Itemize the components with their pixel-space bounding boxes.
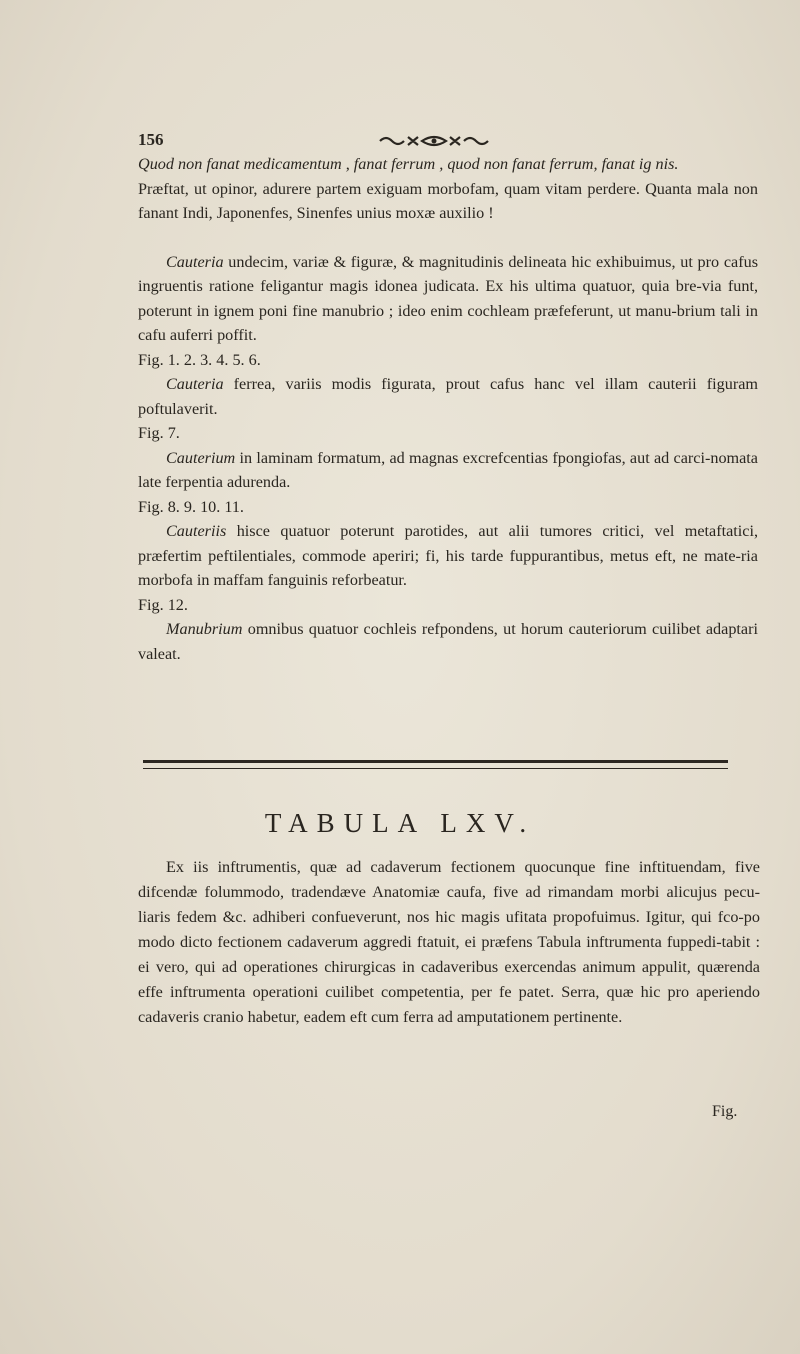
paragraph-body: undecim, variæ & figuræ, & magnitudinis delineata hic exhibuimus, ut pro cafus ingruentis ratione feligantur magis idonea judicata. Ex his ultima quatuor, quia bre-via funt, poterunt in ignem poni fine manubrio ; ideo enim cochleam præfeferunt, ut manu-brium tali in cafu auferri poffit. [138, 252, 758, 344]
header-ornament-icon [378, 134, 490, 148]
spacer [138, 226, 758, 250]
maxim-line [138, 152, 758, 177]
paragraph-cauteria [138, 250, 758, 348]
lead-word: Cauteria [166, 375, 224, 393]
paragraph-body: in laminam formatum, ad magnas excrefcentias fpongiofas, aut ad carci-nomata late ferpentia adurenda. [138, 448, 758, 491]
paragraph-body: hisce quatuor poterunt parotides, aut alii tumores critici, vel metaftatici, præfertim peftilentiales, commode aperiri; fi, his tarde fuppurantibus, metus eft, ne mate-ria morbofa in maffam fanguinis reforbeatur. [138, 522, 758, 589]
lead-word: Manubrium [166, 620, 243, 638]
plate-text [138, 855, 760, 1030]
catchword: Fig. [712, 1103, 738, 1120]
paragraph-cauteria-ferrea [138, 372, 758, 421]
page-number: 156 [138, 130, 164, 149]
lead-word: Cauteriis [166, 522, 227, 540]
paragraph-cauterium [138, 446, 758, 495]
plate-paragraph: Ex iis inftrumentis, quæ ad cadaverum fectionem quocunque fine inftituendam, five difcendæ folummodo, tradendæve Anatomiæ caufa, five ad rimandam morbi alicujus pecu-liaris fedem &c. adhiberi confueverunt, nos hic magis ufitata propofuimus. Igitur, qui fco-po modo dicto fectionem cadaverum aggredi ftatuit, ei præfens Tabula inftrumenta fuppedi-tabit : ei vero, qui ad operationes chirurgicas in cadaveribus exercendas animum appulit, quærenda effe inftrumenta operationi cuilibet competentia, per fe patet. Serra, quæ hic pro aperiendo cadaveris cranio habetur, eadem eft cum ferra ad amputationem pertinente. [138, 858, 760, 1026]
figure-ref: Fig. 12. [138, 595, 188, 614]
maxim-text: Quod non fanat medicamentum , fanat ferrum , quod non fanat ferrum, fanat ig nis. [138, 155, 679, 173]
figure-ref: Fig. 7. [138, 424, 180, 442]
paragraph-body: omnibus quatuor cochleis refpondens, ut horum cauteriorum cuilibet adaptari valeat. [138, 620, 758, 663]
main-text [138, 152, 758, 666]
figure-ref: Fig. 1. 2. 3. 4. 5. 6. [138, 350, 261, 369]
paragraph-praestat: Præftat, ut opinor, adurere partem exiguam morbofam, quam vitam perdere. Quanta mala non fanant Indi, Japonenfes, Sinenfes unius moxæ auxilio ! [138, 179, 758, 222]
paragraph-body: ferrea, variis modis figurata, prout cafus hanc vel illam cauterii figuram poftulaverit. [138, 375, 758, 418]
paragraph-cauteriis [138, 519, 758, 593]
section-divider [143, 760, 728, 769]
page-header [138, 130, 758, 154]
lead-word: Cauterium [166, 448, 236, 467]
plate-title: TABULA LXV. [264, 808, 536, 838]
paragraph-manubrium [138, 617, 758, 666]
lead-word: Cauteria [166, 252, 224, 271]
figure-ref: Fig. 8. 9. 10. 11. [138, 497, 244, 516]
